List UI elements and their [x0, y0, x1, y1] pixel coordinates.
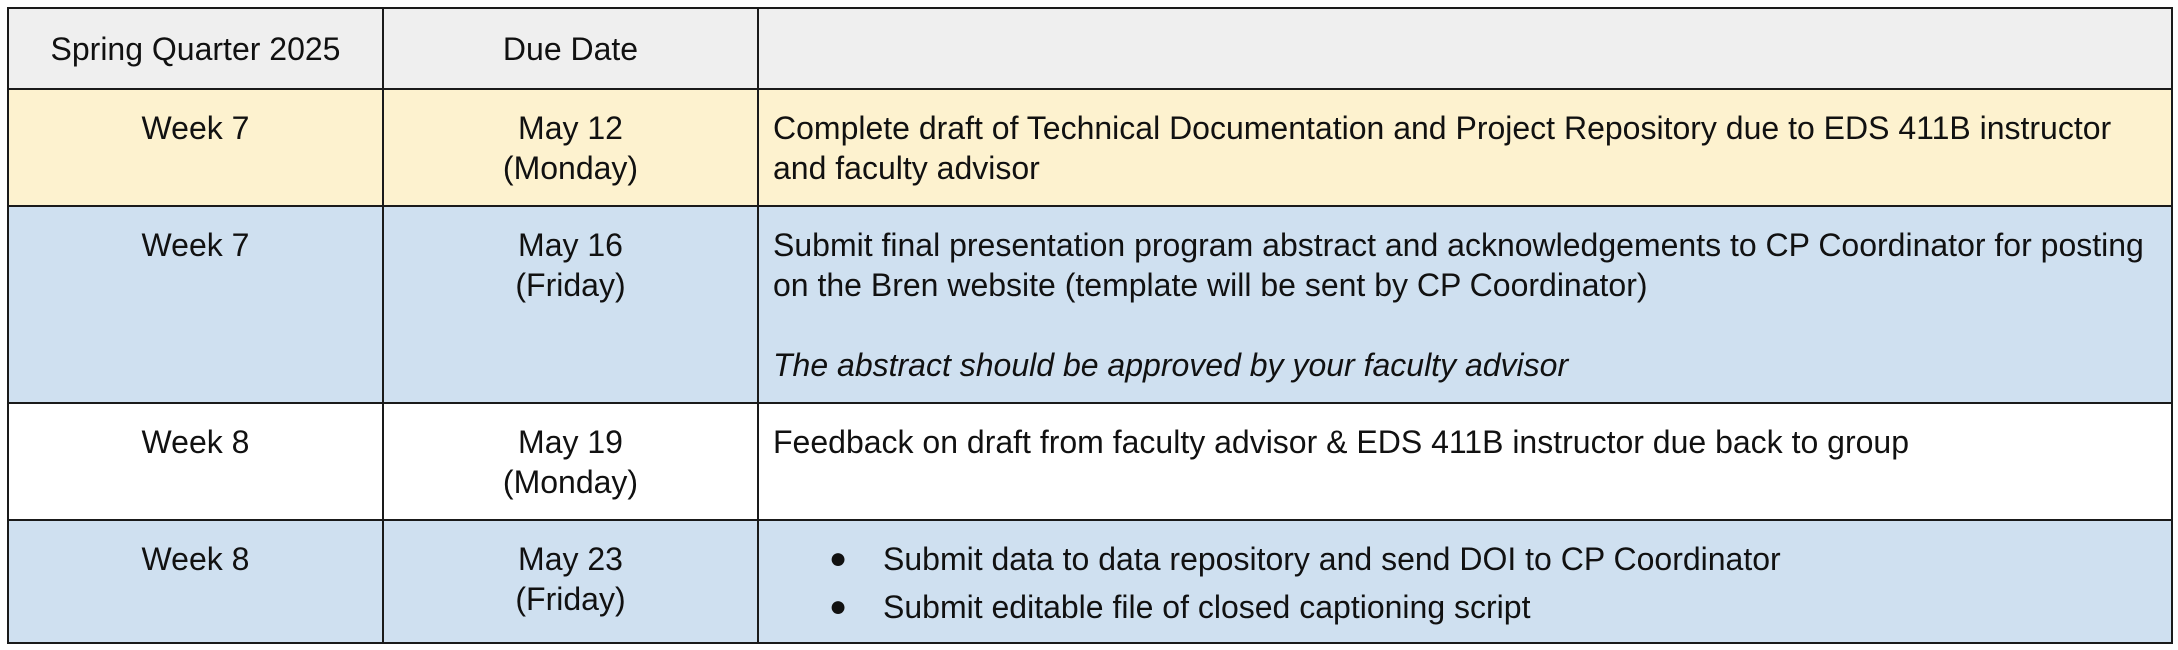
advisor-note: The abstract should be approved by your faculty advisor: [773, 347, 1569, 383]
table-row: [8, 520, 2172, 643]
header-quarter: Spring Quarter 2025: [8, 8, 383, 89]
due-date: May 19: [518, 424, 623, 460]
due-date: May 16: [518, 227, 623, 263]
table-header-row: [8, 8, 2172, 89]
table-row: [8, 403, 2172, 520]
week-cell: Week 8: [8, 403, 383, 520]
task-bullet-list: [773, 539, 2157, 627]
schedule-table: [7, 7, 2173, 644]
bullet-text: Submit data to data repository and send DOI to CP Coordinator: [883, 541, 1781, 577]
due-date-cell: [383, 520, 758, 643]
description-cell: [758, 206, 2172, 403]
due-date-cell: [383, 89, 758, 206]
header-due-date: Due Date: [383, 8, 758, 89]
due-date: May 23: [518, 541, 623, 577]
due-date-cell: [383, 403, 758, 520]
due-date-cell: [383, 206, 758, 403]
bullet-icon: ●: [829, 590, 848, 623]
bullet-text: Submit editable file of closed captioning script: [883, 589, 1531, 625]
due-day: (Monday): [502, 150, 639, 186]
bullet-icon: ●: [829, 542, 848, 575]
header-description: [758, 8, 2172, 89]
description-cell: Feedback on draft from faculty advisor & EDS 411B instructor due back to group: [758, 403, 2172, 520]
description-text: Submit final presentation program abstract and acknowledgements to CP Coordinator for posting on the Bren website (template will be sent by CP Coordinator): [773, 227, 2144, 303]
week-cell: Week 8: [8, 520, 383, 643]
table-row: [8, 89, 2172, 206]
table-row: [8, 206, 2172, 403]
week-cell: Week 7: [8, 206, 383, 403]
due-day: (Friday): [515, 581, 626, 617]
due-day: (Friday): [515, 267, 626, 303]
description-cell: [758, 520, 2172, 643]
list-item: [773, 587, 2157, 627]
due-date: May 12: [518, 110, 623, 146]
description-cell: Complete draft of Technical Documentation and Project Repository due to EDS 411B instructor and faculty advisor: [758, 89, 2172, 206]
due-day: (Monday): [502, 464, 639, 500]
list-item: [773, 539, 2157, 579]
week-cell: Week 7: [8, 89, 383, 206]
